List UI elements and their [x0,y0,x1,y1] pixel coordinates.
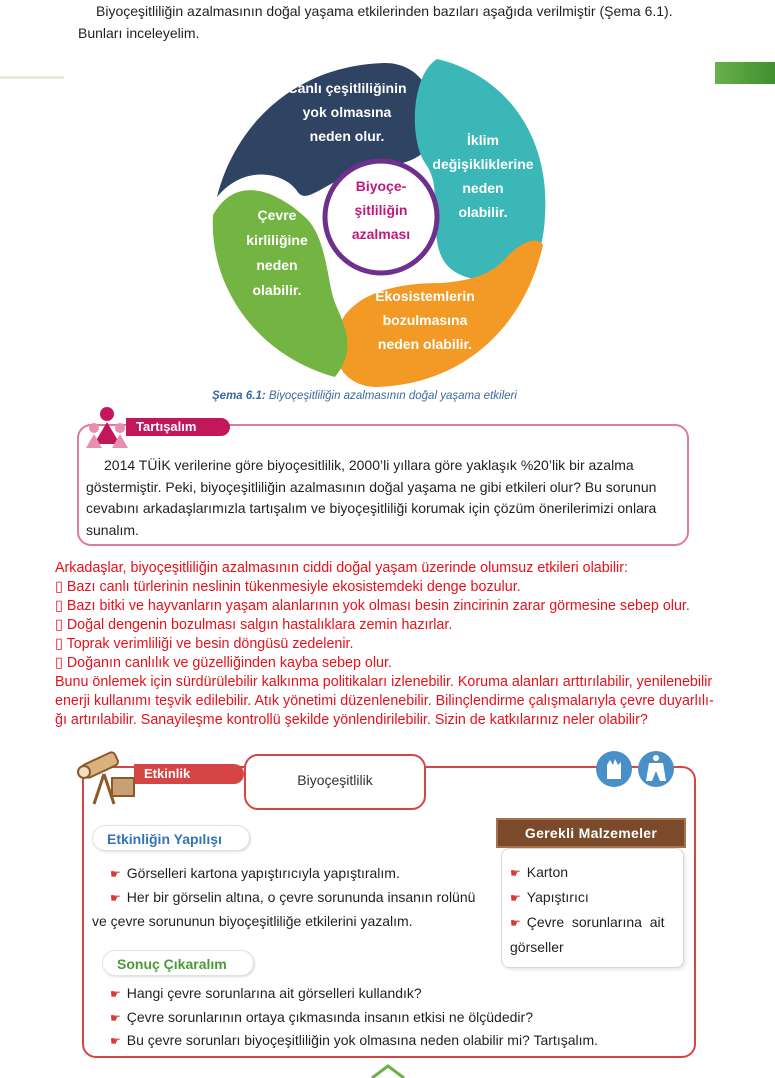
segment-text-navy: neden olur. [309,128,385,144]
telescope-icon [76,744,140,808]
material-item [510,910,676,935]
segment-text-navy: yok olmasına [302,104,392,120]
page-tab-marker [715,62,775,84]
conclusion-label: Sonuç Çıkaralım [102,950,254,976]
answer-item [55,654,755,673]
howto-label: Etkinliğin Yapılışı [92,825,250,851]
question-1 [110,981,422,1006]
discussion-line-4: sunalım. [86,521,139,538]
material-text: Karton [526,864,569,880]
step-2-continued: ve çevre sorununun biyoçeşitliliğe etkilerini yazalım. [92,913,413,929]
materials-list [510,860,676,959]
pointing-hand-icon: ☛ [510,916,521,930]
answer-para-line: Bunu önlemek için sürdürülebilir kalkınma politikaları izlenebilir. Koruma alanları arttırılabilir, yenilenebilir [55,674,713,690]
intro-paragraph [78,0,698,44]
segment-text-orange: bozulmasına [382,312,468,328]
answer-item-text: Toprak verimliliği ve besin döngüsü zedelenir. [66,636,354,652]
bullet-box-icon: ▯ [55,579,63,595]
answer-item-text: Bazı canlı türlerinin neslinin tükenmesiyle ekosistemdeki denge bozulur. [66,579,521,595]
segment-text-teal: neden [462,180,504,196]
question-3 [110,1028,598,1053]
question-text: Hangi çevre sorunlarına ait görselleri kullandık? [126,985,422,1001]
caption-label: Şema 6.1: [212,390,266,402]
decorative-line [0,76,64,79]
bullet-box-icon: ▯ [55,655,63,671]
answer-item [55,635,755,654]
pointing-hand-icon: ☛ [510,891,521,905]
material-item [510,860,676,885]
discussion-line-1: 2014 TÜİK verilerine göre biyoçesitlilik, 2000’li yıllara göre yaklaşık %20’lik bir azalma [104,457,634,473]
materials-label: Gerekli Malzemeler [496,818,686,848]
bullet-box-icon: ▯ [55,636,63,652]
caption-text: Biyoçeşitliliğin azalmasının doğal yaşama etkileri [265,390,517,402]
bullet-box-icon: ▯ [55,598,63,614]
intro-line-1: Biyoçeşitliliğin azalmasının doğal yaşama etkilerinden bazıları aşağıda verilmiştir (Şema 6.1). [96,3,673,19]
pointing-hand-icon: ☛ [110,987,121,1001]
answer-text [55,559,755,730]
answer-item-text: Bazı bitki ve hayvanların yaşam alanlarının yok olması besin zincirinin zarar görmesine sebep olur. [66,598,690,614]
center-text: Biyoçe- [355,178,407,194]
question-text: Bu çevre sorunları biyoçeşitliliğin yok olmasına neden olabilir mi? Tartışalım. [126,1032,599,1048]
pointing-hand-icon: ☛ [110,1011,121,1025]
answer-item [55,597,755,616]
segment-text-green: neden [256,257,298,273]
segment-text-teal: İklim [467,132,499,148]
answer-item [55,616,755,635]
discussion-people-icon [84,404,130,450]
discussion-label: Tartışalım [126,418,230,436]
pointing-hand-icon: ☛ [110,1034,121,1048]
question-2 [110,1005,533,1030]
segment-text-teal: olabilir. [458,204,508,220]
segment-text-green: kirliliğine [246,232,308,248]
discussion-line-2: göstermiştir. Peki, biyoçeşitliliğin azalmasının doğal yaşama ne gibi etkileri olur? Bu sorunun [86,478,657,495]
material-text: Çevre sorunlarına ait [526,914,665,930]
discussion-text [86,455,678,541]
segment-text-orange: neden olabilir. [377,336,473,352]
intro-line-2: Bunları inceleyelim. [78,25,200,41]
answer-item [55,578,755,597]
figure-caption [212,390,517,402]
schema-diagram [205,45,555,390]
answer-para-line: enerji kullanımı teşvik edilebilir. Atık yönetimi düzenlenebilir. Bilinçlendirme çalışmalarıyla çevre duyarlılı- [55,693,714,709]
activity-label: Etkinlik [134,764,244,784]
segment-text-orange: Ekosistemlerin [375,288,475,304]
activity-title: Biyoçeşitlilik [297,772,373,788]
safety-equipment-icon [594,749,678,789]
segment-text-green: olabilir. [252,282,302,298]
step-2 [110,885,475,910]
answer-para-line: ğı artırılabilir. Sanayileşme kontrollü şekilde yönlendirilebilir. Sizin de katkılarınız neler olabilir? [55,712,648,728]
center-text: azalması [351,226,411,242]
lab-coat-icon [653,755,659,761]
segment-text-navy: Canlı çeşitliliğinin [287,80,407,96]
pointing-hand-icon: ☛ [110,891,121,905]
segment-text-teal: değişikliklerine [432,156,534,172]
pointing-hand-icon: ☛ [110,867,121,881]
pointing-hand-icon: ☛ [510,866,521,880]
question-text: Çevre sorunlarının ortaya çıkmasında insanın etkisi ne ölçüdedir? [126,1009,533,1025]
segment-text-green: Çevre [257,207,297,223]
bullet-box-icon: ▯ [55,617,63,633]
step-1 [110,861,400,886]
answer-item-text: Doğanın canlılık ve güzelliğinden kayba sebep olur. [66,655,392,671]
material-text: Yapıştırıcı [526,889,589,905]
material-text: görseller [510,939,564,955]
material-item [510,885,676,910]
answer-intro: Arkadaşlar, biyoçeşitliliğin azalmasının ciddi doğal yaşam üzerinde olumsuz etkileri olabilir: [55,560,628,576]
center-text: şitliliğin [354,202,408,218]
page-chevron-icon [370,1064,406,1078]
discussion-line-3: cevabını arkadaşlarımızla tartışalım ve biyoçeşitliliği korumak için çözüm önerilerimizi onlara [86,500,657,516]
step-text: Görselleri kartona yapıştırıcıyla yapıştıralım. [126,865,400,881]
answer-item-text: Doğal dengenin bozulması salgın hastalıklara zemin hazırlar. [66,617,453,633]
step-text: Her bir görselin altına, o çevre sorununda insanın rolünü [126,889,476,905]
